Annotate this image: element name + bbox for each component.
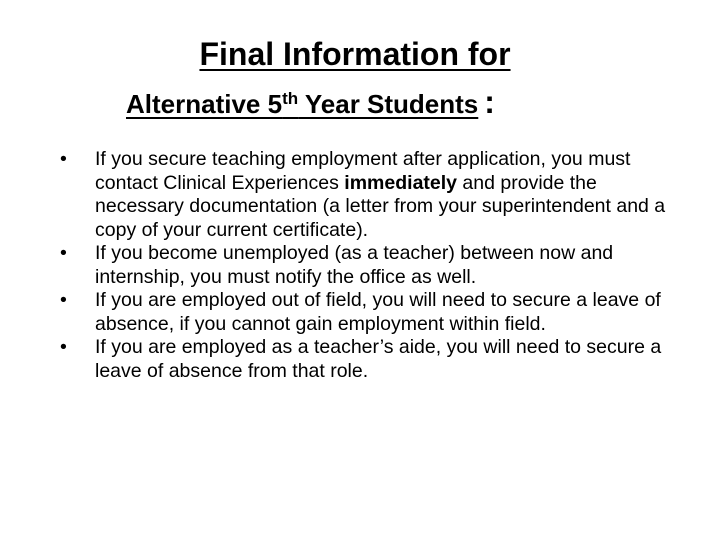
bullet-item-4: [60, 336, 670, 383]
bullet-dot: •: [60, 336, 67, 358]
bullet-list: [60, 148, 670, 383]
bullet-1-text-b: and provide the necessary documentation (a letter from your superintendent and a copy of your current certificate).: [95, 171, 666, 241]
title-line-2: [126, 82, 495, 124]
title-text-2-rest: Year Students: [298, 89, 479, 119]
bullet-item-1: [60, 148, 670, 242]
bullet-dot: •: [60, 289, 67, 311]
title-colon: :: [484, 84, 495, 120]
title-line-1: [0, 34, 710, 74]
bullet-dot: •: [60, 242, 67, 264]
bullet-1-text-a: If you secure teaching employment after application, you must contact Clinical Experiences: [95, 148, 631, 194]
title-text-2: [126, 89, 478, 119]
bullet-2-text: If you become unemployed (as a teacher) between now and internship, you must notify the office as well.: [95, 242, 614, 288]
bullet-3-text: If you are employed out of field, you will need to secure a leave of absence, if you cannot gain employment within field.: [95, 289, 661, 335]
title-text-1: Final Information for: [199, 36, 511, 72]
bullet-4-text: If you are employed as a teacher’s aide, you will need to secure a leave of absence from that role.: [95, 336, 662, 382]
bullet-item-2: [60, 242, 670, 289]
title-text-2-main: Alternative 5: [126, 89, 283, 119]
bullet-1-bold: immediately: [344, 171, 458, 194]
bullet-dot: •: [60, 148, 67, 170]
title-superscript: th: [282, 89, 299, 108]
bullet-item-3: [60, 289, 670, 336]
